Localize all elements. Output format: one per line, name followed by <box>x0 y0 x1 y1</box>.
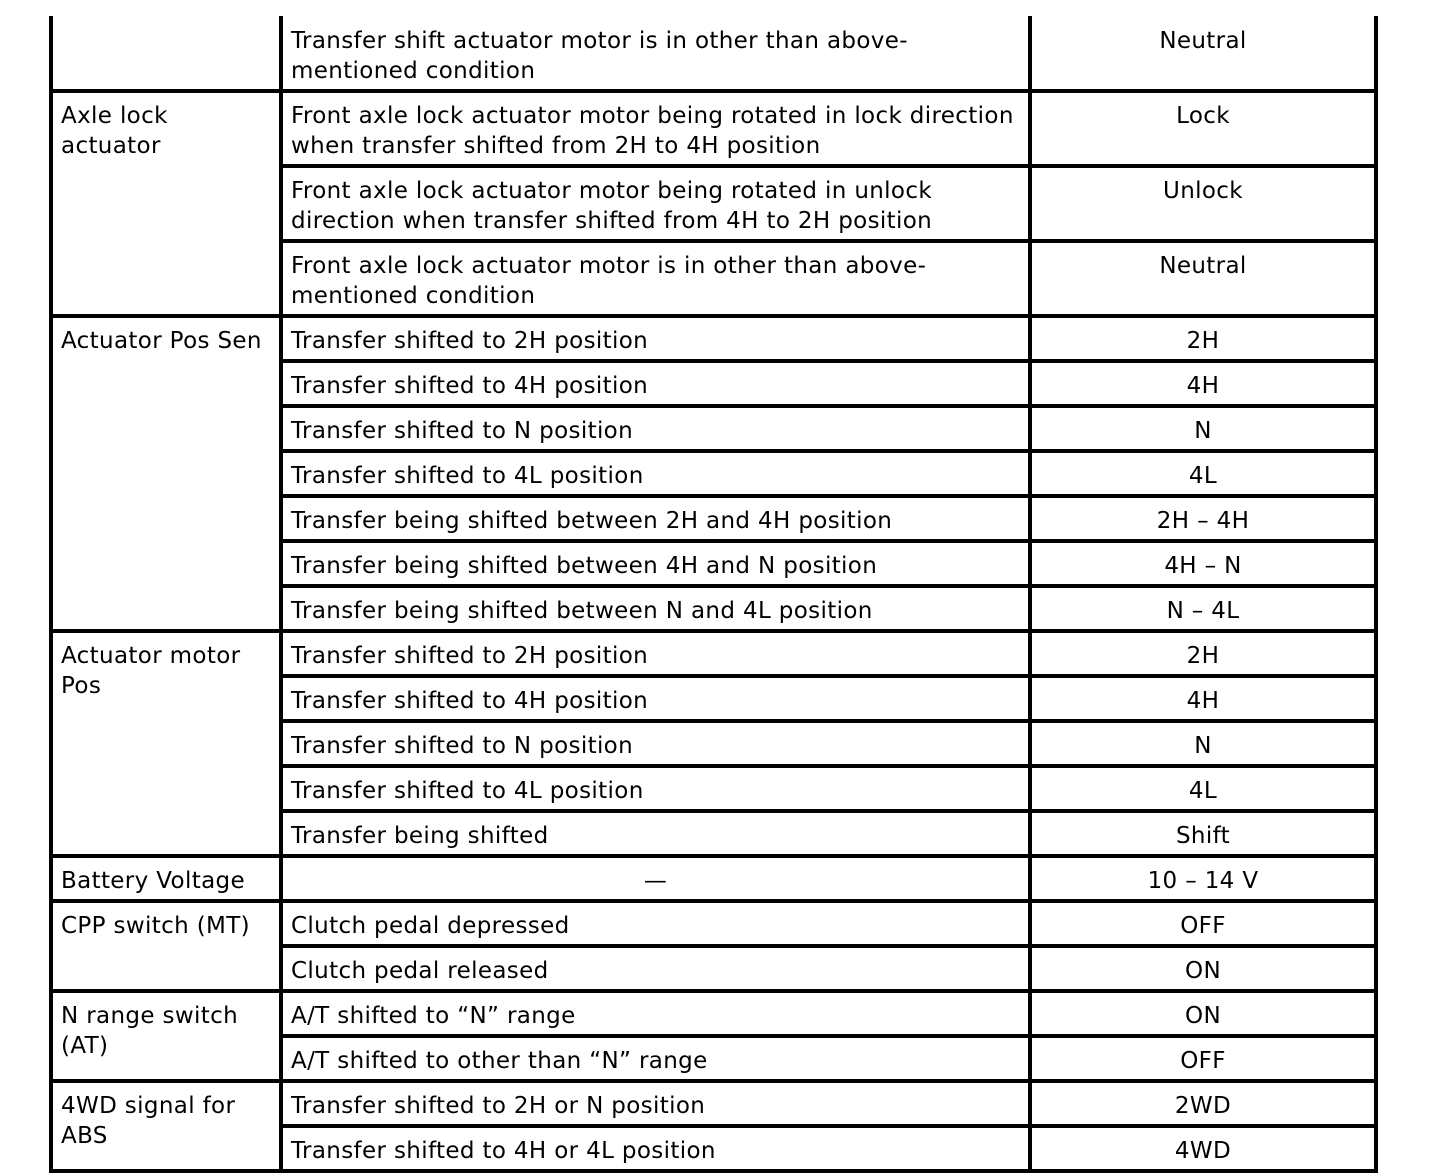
value-cell: 2H <box>1030 631 1376 676</box>
item-cell: CPP switch (MT) <box>51 901 281 991</box>
value-cell: 10 – 14 V <box>1030 856 1376 901</box>
item-cell <box>51 16 281 91</box>
value-cell: 2H <box>1030 316 1376 361</box>
condition-cell: Transfer shifted to 2H or N position <box>281 1081 1030 1126</box>
item-cell: Axle lock actuator <box>51 91 281 316</box>
item-cell: Battery Voltage <box>51 856 281 901</box>
condition-cell: Transfer being shifted between 2H and 4H position <box>281 496 1030 541</box>
table-row <box>51 631 1376 676</box>
value-cell: ON <box>1030 991 1376 1036</box>
spec-table-body <box>51 16 1376 1171</box>
table-row <box>51 856 1376 901</box>
condition-cell: Transfer shifted to 4H or 4L position <box>281 1126 1030 1171</box>
condition-cell: Transfer shifted to 4L position <box>281 451 1030 496</box>
condition-cell: A/T shifted to “N” range <box>281 991 1030 1036</box>
condition-cell: Transfer shifted to 4H position <box>281 676 1030 721</box>
value-cell: 4H – N <box>1030 541 1376 586</box>
value-cell: 4H <box>1030 676 1376 721</box>
value-cell: 4H <box>1030 361 1376 406</box>
condition-cell: — <box>281 856 1030 901</box>
condition-cell: Clutch pedal released <box>281 946 1030 991</box>
value-cell: Neutral <box>1030 241 1376 316</box>
value-cell: 2H – 4H <box>1030 496 1376 541</box>
condition-cell: Transfer shift actuator motor is in other than above-mentioned condition <box>281 16 1030 91</box>
value-cell: Shift <box>1030 811 1376 856</box>
spec-table <box>49 16 1378 1173</box>
condition-cell: A/T shifted to other than “N” range <box>281 1036 1030 1081</box>
condition-cell: Transfer shifted to 4H position <box>281 361 1030 406</box>
value-cell: N <box>1030 721 1376 766</box>
value-cell: Lock <box>1030 91 1376 166</box>
value-cell: OFF <box>1030 1036 1376 1081</box>
value-cell: Neutral <box>1030 16 1376 91</box>
condition-cell: Transfer being shifted between N and 4L position <box>281 586 1030 631</box>
condition-cell: Front axle lock actuator motor is in other than above-mentioned condition <box>281 241 1030 316</box>
table-row <box>51 991 1376 1036</box>
table-row <box>51 91 1376 166</box>
condition-cell: Front axle lock actuator motor being rotated in lock direction when transfer shifted from 2H to 4H position <box>281 91 1030 166</box>
condition-cell: Transfer shifted to 2H position <box>281 631 1030 676</box>
value-cell: 2WD <box>1030 1081 1376 1126</box>
value-cell: 4WD <box>1030 1126 1376 1171</box>
item-cell: Actuator Pos Sen <box>51 316 281 631</box>
item-cell: 4WD signal for ABS <box>51 1081 281 1171</box>
table-row <box>51 316 1376 361</box>
value-cell: Unlock <box>1030 166 1376 241</box>
condition-cell: Transfer being shifted between 4H and N position <box>281 541 1030 586</box>
item-cell: N range switch (AT) <box>51 991 281 1081</box>
value-cell: ON <box>1030 946 1376 991</box>
value-cell: 4L <box>1030 451 1376 496</box>
value-cell: 4L <box>1030 766 1376 811</box>
item-cell: Actuator motor Pos <box>51 631 281 856</box>
condition-cell: Transfer being shifted <box>281 811 1030 856</box>
condition-cell: Transfer shifted to N position <box>281 406 1030 451</box>
condition-cell: Transfer shifted to 4L position <box>281 766 1030 811</box>
condition-cell: Transfer shifted to 2H position <box>281 316 1030 361</box>
value-cell: OFF <box>1030 901 1376 946</box>
table-row <box>51 901 1376 946</box>
condition-cell: Front axle lock actuator motor being rotated in unlock direction when transfer shifted from 4H to 2H position <box>281 166 1030 241</box>
table-row <box>51 16 1376 91</box>
condition-cell: Transfer shifted to N position <box>281 721 1030 766</box>
table-row <box>51 1081 1376 1126</box>
value-cell: N – 4L <box>1030 586 1376 631</box>
condition-cell: Clutch pedal depressed <box>281 901 1030 946</box>
value-cell: N <box>1030 406 1376 451</box>
